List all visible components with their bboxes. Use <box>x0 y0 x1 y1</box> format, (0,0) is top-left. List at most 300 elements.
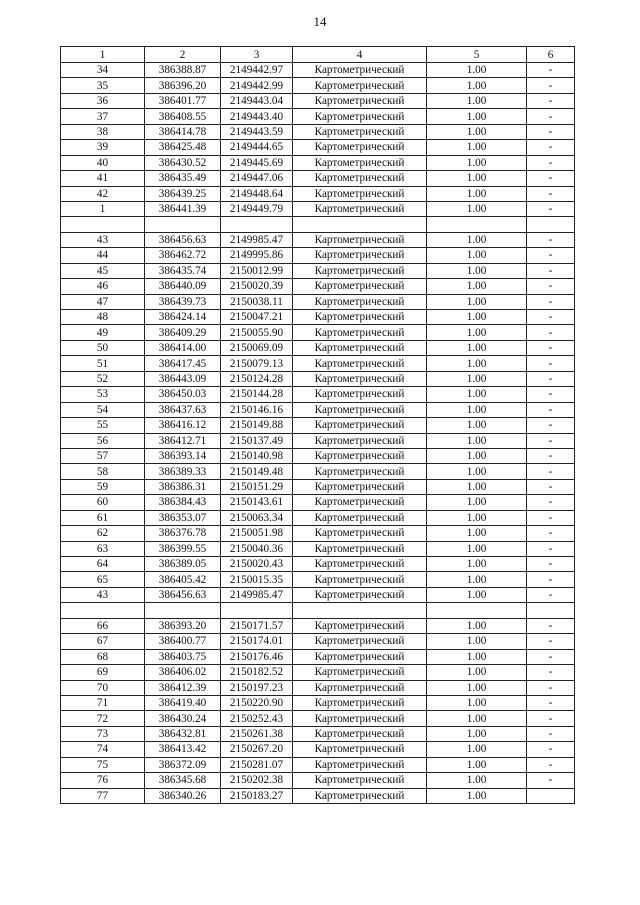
table-cell: Картометрический <box>293 726 427 741</box>
table-cell: 2150261.38 <box>221 726 293 741</box>
table-row <box>61 680 575 695</box>
table-cell: 386405.42 <box>145 572 221 587</box>
table-cell: - <box>527 665 575 680</box>
table-cell: 386414.78 <box>145 124 221 139</box>
table-cell: Картометрический <box>293 557 427 572</box>
table-cell: Картометрический <box>293 572 427 587</box>
table-row <box>61 572 575 587</box>
table-cell: 1.00 <box>427 232 527 247</box>
table-cell: 2149449.79 <box>221 201 293 216</box>
table-cell: - <box>527 557 575 572</box>
table-cell: 2150020.39 <box>221 279 293 294</box>
table-cell: 386376.78 <box>145 526 221 541</box>
table-cell: 2150012.99 <box>221 263 293 278</box>
table-cell: 386430.52 <box>145 155 221 170</box>
table-cell: 386439.73 <box>145 294 221 309</box>
table-cell: 57 <box>61 448 145 463</box>
table-cell: 2150146.16 <box>221 402 293 417</box>
table-cell: Картометрический <box>293 448 427 463</box>
table-cell: Картометрический <box>293 340 427 355</box>
table-cell: Картометрический <box>293 418 427 433</box>
table-cell: - <box>527 171 575 186</box>
table-cell: 47 <box>61 294 145 309</box>
table-cell: 1.00 <box>427 356 527 371</box>
table-cell: 2150015.35 <box>221 572 293 587</box>
table-cell: 76 <box>61 773 145 788</box>
table-cell: Картометрический <box>293 248 427 263</box>
table-row <box>61 695 575 710</box>
column-header: 6 <box>527 47 575 63</box>
table-cell: 2150137.49 <box>221 433 293 448</box>
table-cell: 386388.87 <box>145 63 221 78</box>
table-row <box>61 294 575 309</box>
table-row <box>61 279 575 294</box>
table-cell: Картометрический <box>293 140 427 155</box>
table-cell <box>221 217 293 232</box>
table-cell: 1.00 <box>427 294 527 309</box>
table-cell: 2150267.20 <box>221 742 293 757</box>
table-cell: 1.00 <box>427 464 527 479</box>
table-cell: 386440.09 <box>145 279 221 294</box>
table-cell: 2150149.88 <box>221 418 293 433</box>
table-row <box>61 186 575 201</box>
table-cell: Картометрический <box>293 695 427 710</box>
table-cell <box>293 603 427 618</box>
table-cell: 1.00 <box>427 680 527 695</box>
table-cell: 46 <box>61 279 145 294</box>
table-cell: 60 <box>61 495 145 510</box>
table-cell: 2150055.90 <box>221 325 293 340</box>
table-cell: 2149442.99 <box>221 78 293 93</box>
table-cell: 1.00 <box>427 371 527 386</box>
table-cell: 1.00 <box>427 433 527 448</box>
table-row <box>61 63 575 78</box>
table-cell: 386393.14 <box>145 448 221 463</box>
table-cell: Картометрический <box>293 279 427 294</box>
table-cell: 2150252.43 <box>221 711 293 726</box>
table-cell: 59 <box>61 479 145 494</box>
table-row <box>61 464 575 479</box>
table-cell: - <box>527 773 575 788</box>
table-cell: Картометрический <box>293 757 427 772</box>
table-cell: - <box>527 572 575 587</box>
table-cell: 2150176.46 <box>221 649 293 664</box>
table-cell: 1 <box>61 201 145 216</box>
table-cell: Картометрический <box>293 634 427 649</box>
table-cell: 1.00 <box>427 572 527 587</box>
table-cell: 386386.31 <box>145 479 221 494</box>
table-cell: 77 <box>61 788 145 803</box>
table-cell: 64 <box>61 557 145 572</box>
table-cell: 2150220.90 <box>221 695 293 710</box>
coordinates-table <box>60 46 575 804</box>
table-cell: 386389.33 <box>145 464 221 479</box>
table-cell: 386384.43 <box>145 495 221 510</box>
table-row <box>61 618 575 633</box>
table-cell: Картометрический <box>293 587 427 602</box>
table-cell: 1.00 <box>427 495 527 510</box>
table-row <box>61 232 575 247</box>
table-cell: 1.00 <box>427 510 527 525</box>
table-cell: 386409.29 <box>145 325 221 340</box>
table-row <box>61 171 575 186</box>
table-cell: 1.00 <box>427 387 527 402</box>
table-cell: 386408.55 <box>145 109 221 124</box>
table-cell: - <box>527 78 575 93</box>
table-cell: 50 <box>61 340 145 355</box>
table-cell: 1.00 <box>427 788 527 803</box>
table-cell: 2149444.65 <box>221 140 293 155</box>
table-row <box>61 479 575 494</box>
table-cell: Картометрический <box>293 618 427 633</box>
table-cell: 36 <box>61 93 145 108</box>
table-cell: 1.00 <box>427 526 527 541</box>
table-cell <box>145 217 221 232</box>
table-cell: 45 <box>61 263 145 278</box>
table-cell: 1.00 <box>427 78 527 93</box>
table-cell: 74 <box>61 742 145 757</box>
table-cell: 48 <box>61 310 145 325</box>
table-cell: - <box>527 371 575 386</box>
table-cell: - <box>527 263 575 278</box>
table-cell: 1.00 <box>427 649 527 664</box>
table-cell: 386432.81 <box>145 726 221 741</box>
table-row <box>61 711 575 726</box>
table-row <box>61 649 575 664</box>
table-cell: 2149443.04 <box>221 93 293 108</box>
table-cell: 2149443.40 <box>221 109 293 124</box>
table-cell: 2150051.98 <box>221 526 293 541</box>
table-cell: 1.00 <box>427 448 527 463</box>
table-cell: Картометрический <box>293 773 427 788</box>
table-cell <box>527 217 575 232</box>
column-header: 4 <box>293 47 427 63</box>
table-cell: Картометрический <box>293 479 427 494</box>
table-cell: 61 <box>61 510 145 525</box>
table-cell: Картометрический <box>293 294 427 309</box>
table-cell: - <box>527 294 575 309</box>
table-cell: 52 <box>61 371 145 386</box>
table-cell: 1.00 <box>427 418 527 433</box>
table-cell <box>427 217 527 232</box>
table-cell: 62 <box>61 526 145 541</box>
table-cell: - <box>527 680 575 695</box>
table-cell: 67 <box>61 634 145 649</box>
table-row <box>61 78 575 93</box>
table-row <box>61 433 575 448</box>
table-cell: 386401.77 <box>145 93 221 108</box>
table-row <box>61 248 575 263</box>
table-cell: 2150144.28 <box>221 387 293 402</box>
table-cell: 55 <box>61 418 145 433</box>
table-cell: 34 <box>61 63 145 78</box>
table-row <box>61 603 575 618</box>
table-cell: Картометрический <box>293 201 427 216</box>
table-cell: 2150281.07 <box>221 757 293 772</box>
table-cell: Картометрический <box>293 310 427 325</box>
table-cell: 1.00 <box>427 325 527 340</box>
table-row <box>61 371 575 386</box>
table-cell: 2150151.29 <box>221 479 293 494</box>
table-cell: Картометрический <box>293 495 427 510</box>
table-cell: Картометрический <box>293 78 427 93</box>
table-cell: - <box>527 757 575 772</box>
column-header: 2 <box>145 47 221 63</box>
table-cell: 1.00 <box>427 279 527 294</box>
page-number: 14 <box>313 14 327 29</box>
table-cell: - <box>527 649 575 664</box>
table-cell: 1.00 <box>427 695 527 710</box>
table-cell: 2149442.97 <box>221 63 293 78</box>
table-row <box>61 109 575 124</box>
table-cell: 1.00 <box>427 618 527 633</box>
table-cell: - <box>527 510 575 525</box>
table-cell: - <box>527 402 575 417</box>
table-cell: - <box>527 695 575 710</box>
table-cell: Картометрический <box>293 541 427 556</box>
table-cell: Картометрический <box>293 155 427 170</box>
table-cell: 1.00 <box>427 248 527 263</box>
table-cell: 2150171.57 <box>221 618 293 633</box>
table-cell: 386414.00 <box>145 340 221 355</box>
table-cell: 75 <box>61 757 145 772</box>
table-cell: - <box>527 618 575 633</box>
table-cell: 386450.03 <box>145 387 221 402</box>
table-cell: Картометрический <box>293 356 427 371</box>
table-cell: Картометрический <box>293 109 427 124</box>
column-header: 1 <box>61 47 145 63</box>
table-cell: 386462.72 <box>145 248 221 263</box>
table-row <box>61 93 575 108</box>
table-cell: - <box>527 711 575 726</box>
table-cell: Картометрический <box>293 742 427 757</box>
table-cell <box>61 217 145 232</box>
table-cell: Картометрический <box>293 124 427 139</box>
table-cell: 386416.12 <box>145 418 221 433</box>
table-row <box>61 541 575 556</box>
table-row <box>61 757 575 772</box>
column-header: 3 <box>221 47 293 63</box>
table-cell: - <box>527 201 575 216</box>
table-cell: 51 <box>61 356 145 371</box>
table-cell: 2150202.38 <box>221 773 293 788</box>
table-row <box>61 526 575 541</box>
table-cell: 1.00 <box>427 140 527 155</box>
table-cell: - <box>527 186 575 201</box>
table-cell: - <box>527 310 575 325</box>
table-cell: Картометрический <box>293 788 427 803</box>
table-cell: Картометрический <box>293 464 427 479</box>
table-row <box>61 726 575 741</box>
table-cell: 73 <box>61 726 145 741</box>
table-cell: Картометрический <box>293 711 427 726</box>
table-cell: 1.00 <box>427 201 527 216</box>
table-cell: - <box>527 63 575 78</box>
table-cell: - <box>527 726 575 741</box>
table-row <box>61 140 575 155</box>
table-cell: 386406.02 <box>145 665 221 680</box>
table-cell: 1.00 <box>427 155 527 170</box>
table-cell: - <box>527 140 575 155</box>
table-cell: Картометрический <box>293 232 427 247</box>
table-row <box>61 325 575 340</box>
table-cell: 2149443.59 <box>221 124 293 139</box>
table-cell: 1.00 <box>427 109 527 124</box>
table-cell: 2150124.28 <box>221 371 293 386</box>
table-cell <box>527 788 575 803</box>
table-cell: Картометрический <box>293 402 427 417</box>
table-cell: Картометрический <box>293 63 427 78</box>
table-cell: 42 <box>61 186 145 201</box>
table-cell: 1.00 <box>427 773 527 788</box>
table-cell: 386417.45 <box>145 356 221 371</box>
table-cell: 386412.71 <box>145 433 221 448</box>
table-cell: 1.00 <box>427 587 527 602</box>
table-cell: 386403.75 <box>145 649 221 664</box>
table-cell: - <box>527 109 575 124</box>
table-cell: 53 <box>61 387 145 402</box>
table-cell: Картометрический <box>293 171 427 186</box>
table-cell: 1.00 <box>427 757 527 772</box>
table-cell: 35 <box>61 78 145 93</box>
table-cell: 37 <box>61 109 145 124</box>
table-row <box>61 356 575 371</box>
table-cell: - <box>527 587 575 602</box>
table-cell: 1.00 <box>427 402 527 417</box>
table-row <box>61 201 575 216</box>
table-cell: 1.00 <box>427 634 527 649</box>
table-cell: - <box>527 418 575 433</box>
table-cell: 386437.63 <box>145 402 221 417</box>
table-cell: 386424.14 <box>145 310 221 325</box>
table-cell: 386419.40 <box>145 695 221 710</box>
table-cell: 41 <box>61 171 145 186</box>
table-cell: Картометрический <box>293 263 427 278</box>
table-cell: - <box>527 387 575 402</box>
table-cell: - <box>527 541 575 556</box>
table-cell: 386439.25 <box>145 186 221 201</box>
table-row <box>61 557 575 572</box>
table-cell: Картометрический <box>293 526 427 541</box>
table-cell: Картометрический <box>293 387 427 402</box>
table-cell: 1.00 <box>427 186 527 201</box>
table-cell: 386412.39 <box>145 680 221 695</box>
table-cell <box>427 603 527 618</box>
table-row <box>61 340 575 355</box>
table-cell <box>293 217 427 232</box>
table-cell: 386413.42 <box>145 742 221 757</box>
table-cell: Картометрический <box>293 665 427 680</box>
table-cell: 63 <box>61 541 145 556</box>
table-cell: 1.00 <box>427 340 527 355</box>
table-cell: 1.00 <box>427 93 527 108</box>
table-cell: 386430.24 <box>145 711 221 726</box>
table-cell: 2150182.52 <box>221 665 293 680</box>
table-cell: 43 <box>61 232 145 247</box>
table-row <box>61 742 575 757</box>
table-row <box>61 448 575 463</box>
table-cell: 2150020.43 <box>221 557 293 572</box>
table-cell: - <box>527 742 575 757</box>
table-cell: 65 <box>61 572 145 587</box>
table-cell <box>527 603 575 618</box>
table-cell: - <box>527 634 575 649</box>
table-row <box>61 124 575 139</box>
table-cell: - <box>527 325 575 340</box>
table-cell: 1.00 <box>427 742 527 757</box>
table-cell: 56 <box>61 433 145 448</box>
table-cell <box>145 603 221 618</box>
table-cell: Картометрический <box>293 325 427 340</box>
table-cell: 386400.77 <box>145 634 221 649</box>
table-cell: Картометрический <box>293 649 427 664</box>
table-row <box>61 418 575 433</box>
table-cell: 2150038.11 <box>221 294 293 309</box>
table-cell <box>221 603 293 618</box>
table-cell: 386345.68 <box>145 773 221 788</box>
table-cell: - <box>527 248 575 263</box>
table-cell: 68 <box>61 649 145 664</box>
table-cell: 2150140.98 <box>221 448 293 463</box>
table-cell: 1.00 <box>427 310 527 325</box>
table-cell: 1.00 <box>427 263 527 278</box>
table-cell: - <box>527 279 575 294</box>
table-cell: 386435.49 <box>145 171 221 186</box>
table-cell: - <box>527 464 575 479</box>
table-cell: - <box>527 232 575 247</box>
table-cell: - <box>527 93 575 108</box>
table-row <box>61 387 575 402</box>
table-cell: 43 <box>61 587 145 602</box>
table-cell: Картометрический <box>293 371 427 386</box>
table-row <box>61 310 575 325</box>
table-row <box>61 587 575 602</box>
table-cell: 386425.48 <box>145 140 221 155</box>
table-cell: 386441.39 <box>145 201 221 216</box>
table-cell: 2149448.64 <box>221 186 293 201</box>
table-row <box>61 773 575 788</box>
table-cell: 2149995.86 <box>221 248 293 263</box>
table-row <box>61 634 575 649</box>
table-cell: 2150079.13 <box>221 356 293 371</box>
table-cell: 49 <box>61 325 145 340</box>
table-cell: - <box>527 356 575 371</box>
table-row <box>61 263 575 278</box>
table-cell: 386435.74 <box>145 263 221 278</box>
table-cell: 2150183.27 <box>221 788 293 803</box>
table-cell: 44 <box>61 248 145 263</box>
table-cell: - <box>527 433 575 448</box>
table-cell: 1.00 <box>427 541 527 556</box>
table-cell: 2149985.47 <box>221 587 293 602</box>
table-cell: 2150149.48 <box>221 464 293 479</box>
table-cell: - <box>527 124 575 139</box>
table-cell: 386456.63 <box>145 232 221 247</box>
table-row <box>61 510 575 525</box>
table-cell: Картометрический <box>293 680 427 695</box>
table-cell: 2149445.69 <box>221 155 293 170</box>
table-cell: - <box>527 526 575 541</box>
table-cell: 54 <box>61 402 145 417</box>
table-cell: 2149985.47 <box>221 232 293 247</box>
table-cell: 386372.09 <box>145 757 221 772</box>
table-cell: 2150069.09 <box>221 340 293 355</box>
table-cell: 69 <box>61 665 145 680</box>
table-cell: Картометрический <box>293 510 427 525</box>
table-row <box>61 402 575 417</box>
table-cell: 70 <box>61 680 145 695</box>
table-cell: 1.00 <box>427 711 527 726</box>
